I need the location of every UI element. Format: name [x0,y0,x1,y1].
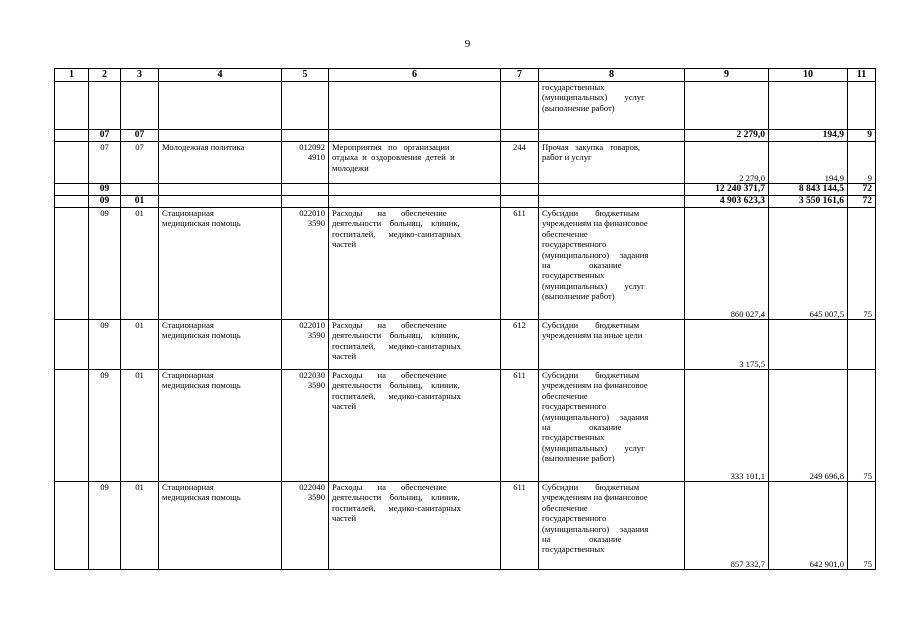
header-cell-7: 7 [501,69,539,82]
cell-line: Расходы на обеспечение [332,208,447,218]
col-percent: 9 [848,130,876,142]
col-name [159,482,282,570]
cell-line: (муниципального) задания [542,249,649,260]
col-plan: 3 175,5 [685,320,769,370]
cell-line: частей [332,351,357,362]
table-header-row [55,69,876,82]
cell-line: Расходы на обеспечение [332,370,447,380]
cell-line: обеспечение [542,502,588,513]
col-1 [55,208,89,320]
cell-line: (муниципального) задания [542,523,649,534]
cell-line: на оказание [542,534,622,545]
cell-line: на оказание [542,422,622,433]
col-plan [685,82,769,130]
col-percent: 75 [848,208,876,320]
cell-line: деятельности больниц, клиник, [332,330,460,341]
cell-line: государственных [542,270,605,281]
col-section: 09 [89,184,121,196]
col-expense-name [539,208,685,320]
col-section: 09 [89,482,121,570]
cell-line: государственных [542,544,605,555]
header-cell-6: 6 [329,69,501,82]
cell-line: (выполнение работ) [542,453,615,464]
header-cell-2: 2 [89,69,121,82]
col-subsection: 01 [121,208,159,320]
cell-line: учреждениям на финансовое [542,218,648,229]
table-row [55,482,876,570]
cell-line: 012092 [299,142,325,152]
cell-line: (выполнение работ) [542,291,615,302]
cell-line: государственного [542,513,607,524]
table-row [55,130,876,142]
col-executed: 8 843 144,5 [769,184,848,196]
cell-line: обеспечение [542,390,588,401]
col-expense-name [539,482,685,570]
col-percent: 72 [848,196,876,208]
table-row [55,184,876,196]
col-target-article [282,184,329,196]
cell-line: деятельности больниц, клиник, [332,492,460,503]
header-cell-1: 1 [55,69,89,82]
col-executed: 642 901,0 [769,482,848,570]
cell-line: Стационарная [162,320,214,330]
cell-line: 4910 [307,152,325,163]
cell-line: медицинская помощь [162,330,241,341]
cell-line: медицинская помощь [162,380,241,391]
col-subsection: 07 [121,130,159,142]
col-subsection: 01 [121,482,159,570]
cell-line: государственных [542,82,605,92]
col-expense-name [539,82,685,130]
cell-line: деятельности больниц, клиник, [332,380,460,391]
col-1 [55,370,89,482]
cell-line: 022030 [299,370,325,380]
cell-line: учреждениям на иные цели [542,330,643,341]
cell-line: Мероприятия по организации [332,142,450,152]
col-subsection: 01 [121,196,159,208]
col-executed [769,320,848,370]
col-percent: 75 [848,370,876,482]
cell-line: (муниципального) задания [542,411,649,422]
table-body [55,69,876,570]
cell-line: отдыха и оздоровления детей и [332,152,455,163]
table-row [55,370,876,482]
cell-line: Субсидии бюджетным [542,482,640,492]
col-section: 09 [89,208,121,320]
cell-line: государственных [542,432,605,443]
col-expense-type [501,196,539,208]
cell-line: частей [332,239,357,250]
cell-line: Стационарная [162,482,214,492]
cell-line: Стационарная [162,370,214,380]
header-cell-10: 10 [769,69,848,82]
col-expense-type: 244 [501,142,539,184]
header-cell-8: 8 [539,69,685,82]
cell-line: частей [332,513,357,524]
col-expense-name [539,370,685,482]
col-section [89,82,121,130]
col-executed: 249 696,8 [769,370,848,482]
cell-line: 3590 [307,380,325,391]
header-cell-11: 11 [848,69,876,82]
header-cell-3: 3 [121,69,159,82]
col-subsection [121,184,159,196]
cell-line: госпиталей, медико-санитарных [332,390,461,401]
col-purpose [329,208,501,320]
col-expense-name [539,184,685,196]
col-name [159,208,282,320]
cell-line: медицинская помощь [162,492,241,503]
col-name: Молодежная политика [159,142,282,184]
cell-line: Субсидии бюджетным [542,370,640,380]
col-expense-type [501,130,539,142]
cell-line: частей [332,401,357,412]
col-target-article [282,196,329,208]
col-expense-type [501,82,539,130]
cell-line: Субсидии бюджетным [542,320,640,330]
cell-line: (муниципальных) услуг [542,280,645,291]
cell-line: Расходы на обеспечение [332,482,447,492]
cell-line: 3590 [307,218,325,229]
col-expense-name [539,196,685,208]
col-expense-name [539,320,685,370]
cell-line: на оказание [542,260,622,271]
col-purpose [329,142,501,184]
table-row [55,208,876,320]
col-plan: 860 027,4 [685,208,769,320]
col-name [159,196,282,208]
cell-line: деятельности больниц, клиник, [332,218,460,229]
col-expense-type [501,184,539,196]
cell-line: Стационарная [162,208,214,218]
col-purpose [329,320,501,370]
col-name [159,130,282,142]
cell-line: учреждениям на финансовое [542,380,648,391]
cell-line: госпиталей, медико-санитарных [332,340,461,351]
cell-line: 3590 [307,330,325,341]
col-target-article [282,208,329,320]
cell-line: (муниципальных) услуг [542,92,645,103]
col-percent: 9 [848,142,876,184]
col-name [159,184,282,196]
header-cell-9: 9 [685,69,769,82]
col-expense-type: 611 [501,208,539,320]
col-expense-name [539,142,685,184]
col-1 [55,130,89,142]
col-name [159,320,282,370]
cell-line: 022040 [299,482,325,492]
col-name [159,82,282,130]
col-1 [55,196,89,208]
col-target-article [282,482,329,570]
col-1 [55,320,89,370]
col-purpose [329,82,501,130]
cell-line: Субсидии бюджетным [542,208,640,218]
header-cell-4: 4 [159,69,282,82]
cell-line: Прочая закупка товаров, [542,142,641,152]
col-purpose [329,370,501,482]
cell-line: государственного [542,401,607,412]
col-target-article [282,320,329,370]
col-target-article [282,370,329,482]
cell-line: обеспечение [542,228,588,239]
col-plan: 2 279,0 [685,142,769,184]
col-expense-type: 611 [501,370,539,482]
col-executed: 194,9 [769,142,848,184]
budget-table [54,68,876,570]
col-section: 09 [89,370,121,482]
cell-line: 022010 [299,320,325,330]
col-target-article [282,130,329,142]
col-1 [55,482,89,570]
table-row [55,196,876,208]
col-section: 09 [89,320,121,370]
col-purpose [329,482,501,570]
col-purpose [329,196,501,208]
col-plan: 4 903 623,3 [685,196,769,208]
col-plan: 12 240 371,7 [685,184,769,196]
cell-line: (выполнение работ) [542,102,615,113]
col-plan: 333 101,1 [685,370,769,482]
col-plan: 2 279,0 [685,130,769,142]
header-cell-5: 5 [282,69,329,82]
col-expense-type: 612 [501,320,539,370]
col-1 [55,184,89,196]
col-expense-type: 611 [501,482,539,570]
cell-line: молодежи [332,162,369,173]
cell-line: 022010 [299,208,325,218]
cell-line: (муниципальных) услуг [542,442,645,453]
col-target-article [282,82,329,130]
cell-line: 3590 [307,492,325,503]
col-1 [55,82,89,130]
col-section: 07 [89,130,121,142]
col-subsection [121,82,159,130]
col-subsection: 01 [121,320,159,370]
col-purpose [329,130,501,142]
cell-line: работ и услуг [542,152,592,163]
col-executed: 645 007,5 [769,208,848,320]
cell-line: государственного [542,239,607,250]
col-subsection: 07 [121,142,159,184]
cell-line: госпиталей, медико-санитарных [332,228,461,239]
col-percent: 72 [848,184,876,196]
col-executed: 3 550 161,6 [769,196,848,208]
col-purpose [329,184,501,196]
cell-line: медицинская помощь [162,218,241,229]
col-section: 09 [89,196,121,208]
col-executed [769,82,848,130]
table-row [55,82,876,130]
col-subsection: 01 [121,370,159,482]
cell-line: учреждениям на финансовое [542,492,648,503]
col-name [159,370,282,482]
cell-line: госпиталей, медико-санитарных [332,502,461,513]
col-1 [55,142,89,184]
col-percent: 75 [848,482,876,570]
col-section: 07 [89,142,121,184]
cell-line: Расходы на обеспечение [332,320,447,330]
col-executed: 194,9 [769,130,848,142]
page-number: 9 [464,38,471,50]
table-row [55,320,876,370]
col-plan: 857 332,7 [685,482,769,570]
col-expense-name [539,130,685,142]
col-target-article [282,142,329,184]
table-row [55,142,876,184]
col-percent [848,82,876,130]
col-percent [848,320,876,370]
